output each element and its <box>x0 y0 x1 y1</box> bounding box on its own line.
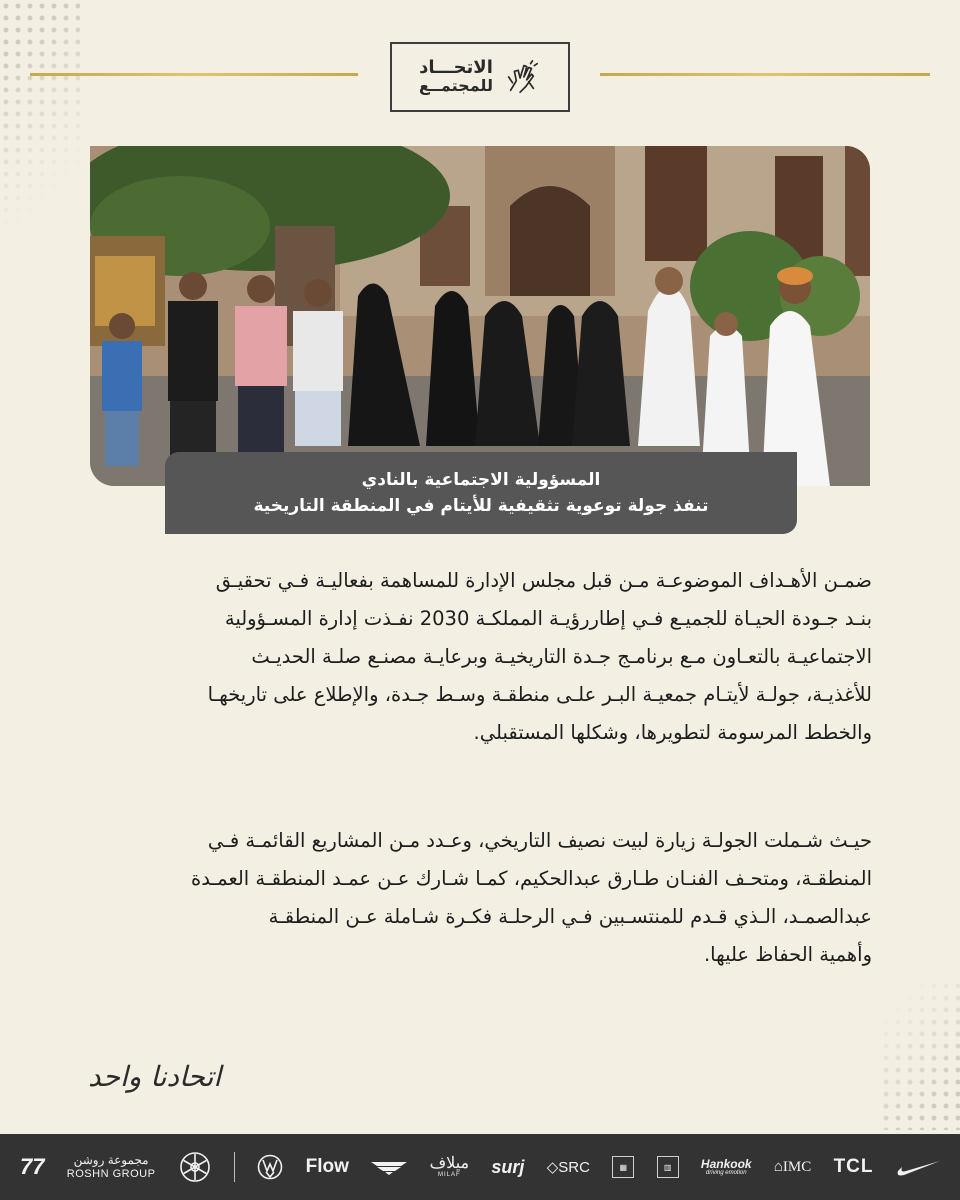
sponsor-tcl-logo: TCL <box>833 1156 874 1177</box>
sponsor-roshn-logo: مجموعة روشن ROSHN GROUP <box>66 1152 156 1180</box>
caption-line1: المسؤولية الاجتماعية بالنادي <box>361 469 601 490</box>
paragraph-1-line: للأغذيـة، جولـة لأيتـام جمعيـة البـر علـى منطقـة وسـط جـدة، والإطلاع على تاريخهـا <box>207 683 872 706</box>
sponsor-building-icon: ▥ <box>657 1156 679 1178</box>
sponsor-hankook-logo: Hankook driving emotion <box>700 1157 752 1176</box>
dots-decoration-bottom-right <box>880 980 960 1130</box>
sponsor-src-logo: ◇ SRC <box>546 1158 590 1176</box>
photo-caption <box>165 452 797 534</box>
volkswagen-icon <box>257 1154 283 1180</box>
sponsor-flow-logo: Flow <box>305 1156 349 1177</box>
gold-divider-left <box>30 73 358 76</box>
dots-decoration-top-left <box>0 0 80 230</box>
header-title-line2: للمجتمــع <box>419 76 493 96</box>
paragraph-1-line: ضمـن الأهـداف الموضوعـة مـن قبل مجلس الإدارة للمساهمة بفعاليـة فـي تحقيـق <box>215 569 872 592</box>
paragraph-2-line: حيـث شـملت الجولـة زيارة لبيت نصيف التاريخي، وعـدد مـن المشاريع القائمـة فـي <box>207 829 872 852</box>
diamond-icon: ◇ <box>546 1159 559 1176</box>
paragraph-2-line: وأهمية الحفاظ عليها. <box>703 943 872 966</box>
paragraph-1-line: بنـد جـودة الحيـاة للجميـع فـي إطاررؤيـة المملكـة 2030 نفـذت إدارة المسـؤولية <box>224 607 872 630</box>
gold-divider-right <box>600 73 930 76</box>
sponsor-77-logo: 77 <box>20 1154 45 1179</box>
header-title-line1: الاتحـــاد <box>419 57 493 79</box>
paragraph-2-line: المنطقـة، ومتحـف الفنـان طـارق عبدالحكيم، كمـا شـارك عـن عمـد المنطقـة العمـدة <box>191 867 872 890</box>
paragraph-1-line: الاجتماعيـة بالتعـاون مـع برنامـج جـدة التاريخيـة وبرعايـة مصنـع صلـة الحديـث <box>251 645 872 668</box>
paragraph-2-line: عبدالصمـد، الـذي قـدم للمنتسـبين فـي الرحلـة فكـرة شـاملة عـن المنطقـة <box>268 905 872 928</box>
group-photo <box>90 146 870 486</box>
imc-house-icon: ⌂ <box>773 1158 783 1175</box>
paragraph-2 <box>88 822 872 974</box>
nike-swoosh-icon <box>896 1157 940 1177</box>
paragraph-1-line: والخطط المرسومة لتطويرها، وشكلها المستقبلي. <box>473 721 872 744</box>
signature-calligraphy: اتحادنا واحد <box>88 1060 222 1093</box>
header-logo-box <box>390 42 570 112</box>
hands-icon <box>503 58 541 96</box>
sponsor-imc-logo: ⌂ IMC <box>773 1158 812 1175</box>
header-title <box>419 59 493 95</box>
sponsor-emblem-icon: ▦ <box>612 1156 634 1178</box>
footer-divider <box>234 1152 235 1182</box>
sponsors-footer <box>0 1134 960 1200</box>
sponsor-milaf-logo: ميلاف MILAF <box>429 1155 470 1178</box>
paragraph-1 <box>88 562 872 752</box>
sponsor-surj-logo: surj <box>491 1156 525 1177</box>
wing-logo-icon <box>371 1159 407 1175</box>
snowflake-icon <box>178 1150 212 1184</box>
caption-line2: تنفذ جولة توعوية تثقيفية للأيتام في المنطقة التاريخية <box>253 496 709 516</box>
